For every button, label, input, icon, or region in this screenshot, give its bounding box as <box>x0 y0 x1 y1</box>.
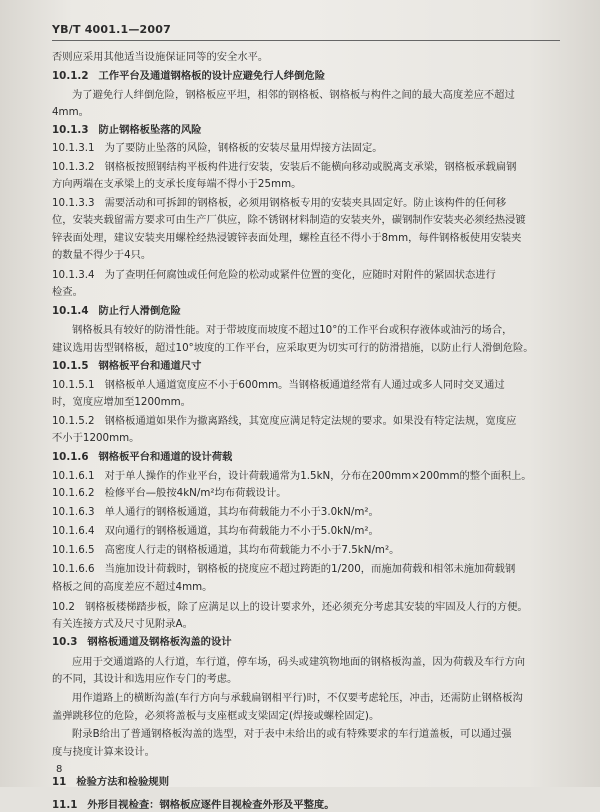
clause-number: 10.1.6 <box>52 451 89 463</box>
text-line <box>52 672 572 686</box>
clause-line <box>52 196 572 210</box>
line-text: 双向通行的钢格板通道，其均布荷载能力不小于5.0kN/m²。 <box>104 525 379 537</box>
clause-line <box>52 450 572 464</box>
text-line <box>52 431 572 445</box>
line-text: 检查。 <box>52 286 83 298</box>
clause-number: 10.1.3.1 <box>52 142 95 154</box>
line-text: 度与挠度计算来设计。 <box>52 746 155 758</box>
clause-line <box>52 69 572 83</box>
line-text: 有关连接方式及尺寸见附录A。 <box>52 618 193 630</box>
clause-line <box>52 378 572 392</box>
clause-line <box>52 414 572 428</box>
text-line <box>72 727 572 741</box>
line-text: 格板之间的高度差应不超过4mm。 <box>52 581 213 593</box>
line-text: 的不同，其设计和选用应作专门的考虑。 <box>52 673 238 685</box>
clause-line <box>52 635 572 649</box>
clause-line <box>52 600 572 614</box>
clause-line <box>52 123 572 137</box>
line-text: 附录B给出了普通钢格板沟盖的选型，对于表中未给出的或有特殊要求的车行道盖板，可以通过强 <box>72 728 512 740</box>
clause-number: 10.1.3 <box>52 124 89 136</box>
clause-line <box>52 469 572 483</box>
clause-line <box>52 268 572 282</box>
clause-line <box>52 543 572 557</box>
clause-number: 10.1.6.6 <box>52 563 95 575</box>
standard-code-header: YB/T 4001.1—2007 <box>52 23 171 36</box>
clause-line <box>52 562 572 576</box>
clause-number: 10.1.6.4 <box>52 525 95 537</box>
clause-line <box>52 524 572 538</box>
line-text: 用作道路上的横断沟盖(车行方向与承载扁钢相平行)时，不仅要考虑轮压，冲击，还需防止钢格板沟 <box>72 692 523 704</box>
text-line <box>52 341 572 355</box>
clause-number: 10.1.4 <box>52 305 89 317</box>
clause-number: 10.1.6.2 <box>52 487 95 499</box>
header-rule <box>52 40 560 41</box>
clause-line <box>52 160 572 174</box>
line-text: 钢格板具有较好的防滑性能。对于带坡度而坡度不超过10°的工作平台或积存液体或油污的场合， <box>72 324 513 336</box>
text-line <box>52 617 572 631</box>
text-line <box>72 655 572 669</box>
clause-number: 10.1.3.3 <box>52 197 95 209</box>
clause-number: 10.1.3.2 <box>52 161 95 173</box>
clause-line <box>52 798 572 812</box>
line-text: 方向两端在支承梁上的支承长度每端不得小于25mm。 <box>52 178 302 190</box>
text-line <box>52 580 572 594</box>
line-text: 的数量不得少于4只。 <box>52 249 152 261</box>
line-text: 当施加设计荷载时，钢格板的挠度应不超过跨距的1/200，而施加荷载和相邻未施加荷载钢 <box>104 563 516 575</box>
text-line <box>72 691 572 705</box>
clause-number: 10.2 <box>52 601 75 613</box>
text-line <box>52 50 572 64</box>
text-line <box>72 323 572 337</box>
clause-line <box>52 775 572 789</box>
line-text: 钢格板通道及钢格板沟盖的设计 <box>87 636 232 648</box>
clause-number: 11 <box>52 776 67 788</box>
line-text: 工作平台及通道钢格板的设计应避免行人绊倒危险 <box>98 70 326 82</box>
clause-number: 10.1.5 <box>52 360 89 372</box>
line-text: 应用于交通道路的人行道，车行道，停车场，码头或建筑物地面的钢格板沟盖，因为荷载及车行方向 <box>72 656 526 668</box>
text-line <box>52 285 572 299</box>
clause-line <box>52 505 572 519</box>
text-line <box>72 88 572 102</box>
line-text: 钢格板楼梯踏步板，除了应满足以上的设计要求外，还必须充分考虑其安装的牢固及人行的方便。 <box>84 601 528 613</box>
line-text: 检修平台—般按4kN/m²均布荷载设计。 <box>104 487 287 499</box>
text-line <box>52 745 572 759</box>
page-number: 8 <box>56 764 63 775</box>
line-text: 钢格板平台和通道尺寸 <box>98 360 202 372</box>
text-line <box>52 213 572 227</box>
clause-number: 10.1.6.3 <box>52 506 95 518</box>
clause-number: 10.1.5.2 <box>52 415 95 427</box>
clause-number: 11.1 <box>52 799 78 811</box>
line-text: 不小于1200mm。 <box>52 432 140 444</box>
line-text: 锌表面处理，建议安装夹用螺栓经热浸镀锌表面处理，螺栓直径不得小于8mm，每件钢格板使用安装夹 <box>52 232 522 244</box>
line-text: 钢格板按照钢结构平板构件进行安装，安装后不能横向移动或脱离支承梁，钢格板承载扁钢 <box>104 161 517 173</box>
line-text: 钢格板平台和通道的设计荷载 <box>98 451 233 463</box>
text-line <box>52 248 572 262</box>
line-text: 钢格板单人通道宽度应不小于600mm。当钢格板通道经常有人通过或多人同时交叉通过 <box>104 379 505 391</box>
line-text: 高密度人行走的钢格板通道，其均布荷载能力不小于7.5kN/m²。 <box>104 544 400 556</box>
line-text: 需要活动和可拆卸的钢格板，必须用钢格板专用的安装夹具固定好。防止该构件的任何移 <box>104 197 507 209</box>
line-text: 时，宽度应增加至1200mm。 <box>52 396 191 408</box>
line-text: 为了要防止坠落的风险，钢格板的安装尽量用焊接方法固定。 <box>104 142 383 154</box>
clause-number: 10.1.5.1 <box>52 379 95 391</box>
line-text: 盖弹跳移位的危险，必须将盖板与支座框或支梁固定(焊接或螺栓固定)。 <box>52 710 380 722</box>
text-line <box>52 105 572 119</box>
clause-line <box>52 304 572 318</box>
line-text: 防止行人滑倒危险 <box>98 305 181 317</box>
line-text: 否则应采用其他适当设施保证同等的安全水平。 <box>52 51 269 63</box>
clause-number: 10.1.6.5 <box>52 544 95 556</box>
clause-number: 10.1.2 <box>52 70 89 82</box>
line-text: 建议选用齿型钢格板，超过10°坡度的工作平台，应采取更为切实可行的防滑措施，以防止行人滑倒危险。 <box>52 342 534 354</box>
text-line <box>52 177 572 191</box>
text-line <box>52 709 572 723</box>
line-text: 防止钢格板坠落的风险 <box>98 124 202 136</box>
clause-number: 10.1.6.1 <box>52 470 95 482</box>
line-text: 为了避免行人绊倒危险，钢格板应平坦，相邻的钢格板、钢格板与构件之间的最大高度差应不超过 <box>72 89 515 101</box>
clause-line <box>52 141 572 155</box>
clause-line <box>52 359 572 373</box>
line-text: 检验方法和检验规则 <box>76 776 170 788</box>
line-text: 单人通行的钢格板通道，其均布荷载能力不小于3.0kN/m²。 <box>104 506 379 518</box>
text-line <box>52 231 572 245</box>
line-text: 为了查明任何腐蚀或任何危险的松动或紧件位置的变化，应随时对附件的紧固状态进行 <box>104 269 496 281</box>
clause-number: 10.1.3.4 <box>52 269 95 281</box>
line-text: 4mm。 <box>52 106 89 118</box>
line-text: 外形目视检查：钢格板应逐件目视检查外形及平整度。 <box>87 799 335 811</box>
line-text: 钢格板通道如果作为撤离路线，其宽度应满足特定法规的要求。如果没有特定法规，宽度应 <box>104 415 517 427</box>
text-line <box>52 395 572 409</box>
clause-line <box>52 486 572 500</box>
clause-number: 10.3 <box>52 636 78 648</box>
line-text: 位，安装夹载留需方要求可由生产厂供应，除不锈钢材料制造的安装夹外，碳钢制作安装夹必须经热浸镀 <box>52 214 526 226</box>
line-text: 对于单人操作的作业平台，设计荷载通常为1.5kN，分布在200mm×200mm的整个面积上。 <box>104 470 532 482</box>
